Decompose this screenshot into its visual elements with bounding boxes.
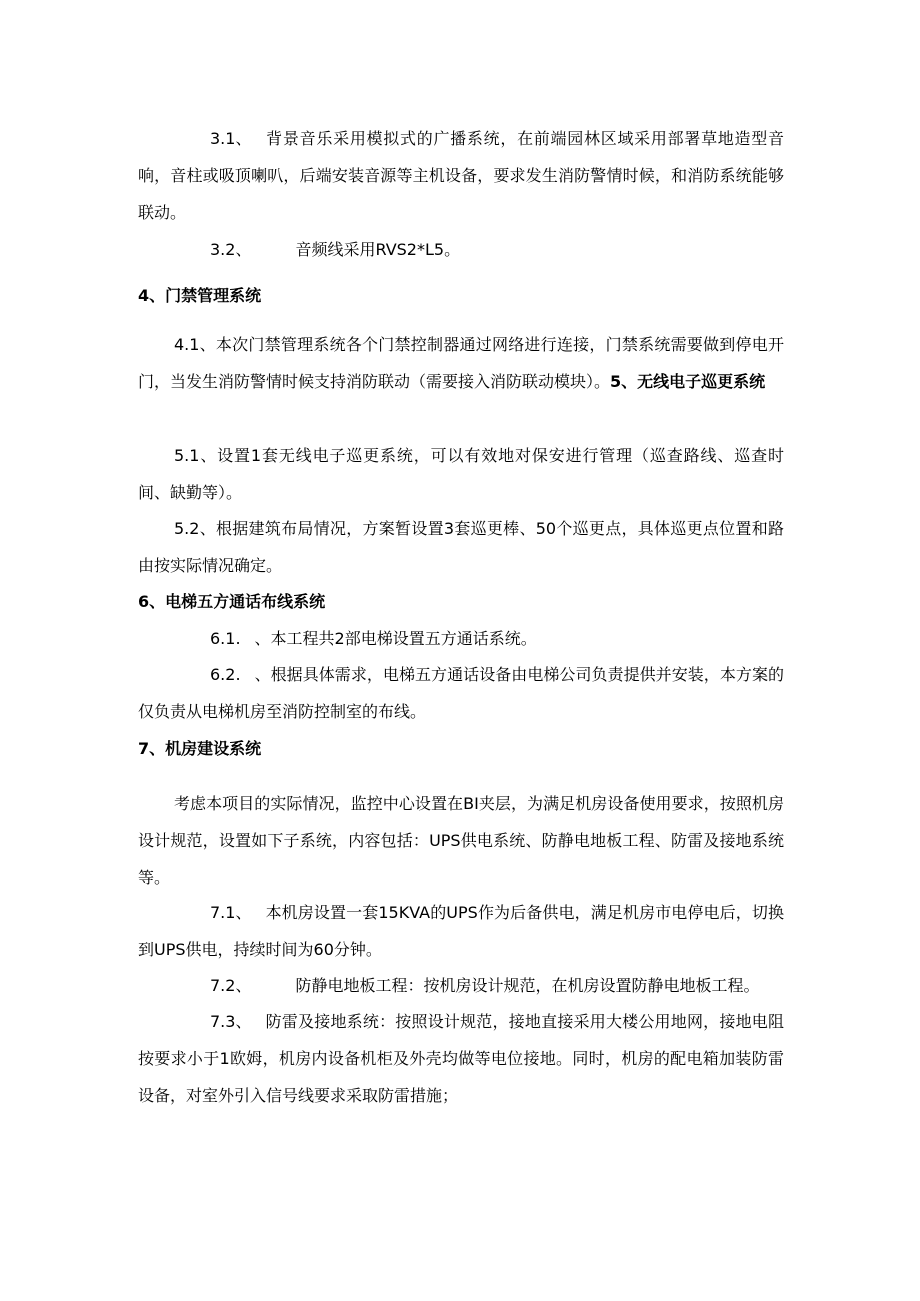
paragraph-7-3 (138, 1003, 784, 1114)
paragraph-text: 音频线采用RVS2*L5。 (295, 240, 461, 259)
paragraph-3-2 (138, 231, 784, 268)
paragraph-7-2 (138, 967, 784, 1004)
item-number: 7.3、 (210, 1012, 252, 1031)
item-number: 7.1、 (210, 903, 252, 922)
paragraph-5-2 (138, 510, 784, 584)
paragraph-6-1 (138, 620, 784, 657)
heading-section-5: 5、无线电子巡更系统 (610, 372, 766, 391)
paragraph-7-intro (138, 785, 784, 896)
paragraph-text: 4.1、本次门禁管理系统各个门禁控制器通过网络进行连接，门禁系统需要做到停电开门，当发生消防警情时候支持消防联动（需要接入消防联动模块）。 (138, 335, 784, 391)
paragraph-text: 背景音乐采用模拟式的广播系统，在前端园林区域采用部署草地造型音响，音柱或吸顶喇叭，后端安装音源等主机设备，要求发生消防警情时候，和消防系统能够联动。 (138, 129, 784, 222)
heading-section-6: 6、电梯五方通话布线系统 (138, 592, 326, 611)
paragraph-text: 考虑本项目的实际情况，监控中心设置在BI夹层，为满足机房设备使用要求，按照机房设计规范，设置如下子系统，内容包括：UPS供电系统、防静电地板工程、防雷及接地系统等。 (138, 794, 784, 887)
item-number: 6.1. (210, 629, 241, 648)
item-number: 6.2. (210, 665, 241, 684)
heading-section-4: 4、门禁管理系统 (138, 286, 262, 305)
paragraph-text: 5.1、设置1套无线电子巡更系统，可以有效地对保安进行管理（巡查路线、巡查时间、缺勤等）。 (138, 446, 784, 502)
paragraph-text: 防雷及接地系统：按照设计规范，接地直接采用大楼公用地网，接地电阻按要求小于1欧姆，机房内设备机柜及外壳均做等电位接地。同时，机房的配电箱加装防雷设备，对室外引入信号线要求采取防雷措施； (138, 1012, 784, 1105)
paragraph-3-1 (138, 120, 784, 231)
item-number: 3.2、 (210, 240, 252, 259)
paragraph-text: 、根据具体需求，电梯五方通话设备由电梯公司负责提供并安装，本方案的仅负责从电梯机房至消防控制室的布线。 (138, 665, 784, 721)
paragraph-text: 防静电地板工程：按机房设计规范，在机房设置防静电地板工程。 (295, 976, 760, 995)
paragraph-6-2 (138, 656, 784, 730)
paragraph-4-1 (138, 326, 784, 400)
paragraph-5-1 (138, 437, 784, 511)
paragraph-7-1 (138, 894, 784, 968)
heading-section-7: 7、机房建设系统 (138, 739, 262, 758)
item-number: 7.2、 (210, 976, 252, 995)
paragraph-text: 5.2、根据建筑布局情况，方案暂设置3套巡更棒、50个巡更点，具体巡更点位置和路由按实际情况确定。 (138, 519, 784, 575)
paragraph-text: 本机房设置一套15KVA的UPS作为后备供电，满足机房市电停电后，切换到UPS供电，持续时间为60分钟。 (138, 903, 784, 959)
item-number: 3.1、 (210, 129, 252, 148)
paragraph-text: 、本工程共2部电梯设置五方通话系统。 (254, 629, 537, 648)
